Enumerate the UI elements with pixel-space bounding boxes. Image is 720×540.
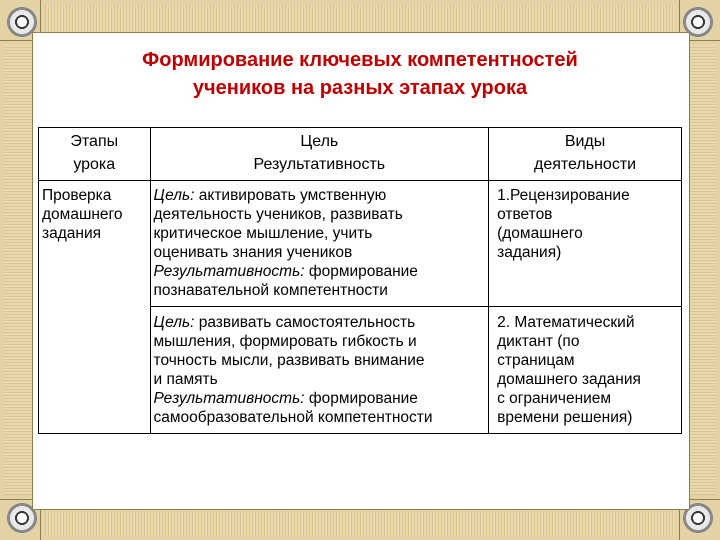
header-stage: Этапы урока	[39, 128, 151, 181]
stage-cell: Проверка домашнего задания	[39, 181, 151, 434]
header-goal: Цель Результативность	[150, 128, 489, 181]
goal-cell: Цель: развивать самостоятельность мышления, формировать гибкость и точность мысли, развивать внимание и память Результативность: формирование самообразовательной компетентности	[150, 307, 489, 434]
title-line: Формирование ключевых компетентностей	[142, 49, 578, 71]
goal-label: Цель:	[153, 187, 195, 204]
slide-title	[32, 46, 688, 102]
table-row	[39, 181, 682, 307]
result-label: Результативность:	[153, 263, 305, 280]
header-activities: Виды деятельности	[489, 128, 682, 181]
activity-cell: 2. Математический диктант (по страницам домашнего задания с ограничением времени решения)	[489, 307, 682, 434]
title-line: учеников на разных этапах урока	[192, 77, 528, 99]
table-header-row	[39, 128, 682, 181]
goal-label: Цель:	[153, 314, 195, 331]
competence-table	[38, 127, 682, 434]
goal-cell: Цель: активировать умственную деятельность учеников, развивать критическое мышление, учить оценивать знания учеников Результативность: формирование познавательной компетентности	[150, 181, 489, 307]
activity-cell: 1.Рецензирование ответов (домашнего задания)	[489, 181, 682, 307]
result-label: Результативность:	[153, 390, 305, 407]
